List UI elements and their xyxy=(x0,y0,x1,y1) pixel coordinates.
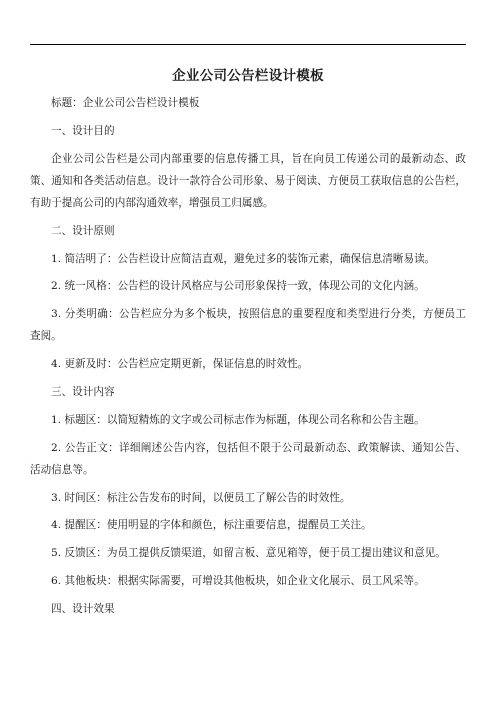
principle-item: 4. 更新及时：公告栏应定期更新，保证信息的时效性。 xyxy=(51,358,309,371)
document-body xyxy=(30,92,466,620)
principle-item: 3. 分类明确：公告栏应分为多个板块，按照信息的重要程度和类型进行分类，方便员工查阅。 xyxy=(30,308,466,343)
principle-item: 2. 统一风格：公告栏的设计风格应与公司形象保持一致，体现公司的文化内涵。 xyxy=(51,280,425,293)
content-item: 3. 时间区：标注公告发布的时间，以便员工了解公告的时效性。 xyxy=(51,491,351,504)
document-title: 企业公司公告栏设计模板 xyxy=(172,68,324,84)
content-item: 1. 标题区：以简短精炼的文字或公司标志作为标题，体现公司名称和公告主题。 xyxy=(51,413,425,426)
section-heading-purpose: 一、设计目的 xyxy=(51,124,115,137)
subject-line: 标题：企业公司公告栏设计模板 xyxy=(51,97,200,109)
content-item: 4. 提醒区：使用明显的字体和颜色，标注重要信息，提醒员工关注。 xyxy=(51,519,372,532)
content-item: 2. 公告正文：详细阐述公告内容，包括但不限于公司最新动态、政策解读、通知公告、活动信息等。 xyxy=(30,441,466,476)
principle-item: 1. 简洁明了：公告栏设计应简洁直观，避免过多的装饰元素，确保信息清晰易读。 xyxy=(51,252,436,265)
section-heading-content: 三、设计内容 xyxy=(51,385,115,398)
header-rule xyxy=(30,44,466,45)
content-item: 6. 其他板块：根据实际需要，可增设其他板块，如企业文化展示、员工风采等。 xyxy=(51,574,425,587)
content-item: 5. 反馈区：为员工提供反馈渠道，如留言板、意见箱等，便于员工提出建议和意见。 xyxy=(51,547,446,560)
purpose-paragraph: 企业公司公告栏是公司内部重要的信息传播工具，旨在向员工传递公司的最新动态、政策、通知和各类活动信息。设计一款符合公司形象、易于阅读、方便员工获取信息的公告栏，有助于提高公司的内部沟通效率，增强员工归属感。 xyxy=(30,152,466,209)
section-heading-principles: 二、设计原则 xyxy=(51,224,115,237)
section-heading-effect: 四、设计效果 xyxy=(51,602,115,615)
